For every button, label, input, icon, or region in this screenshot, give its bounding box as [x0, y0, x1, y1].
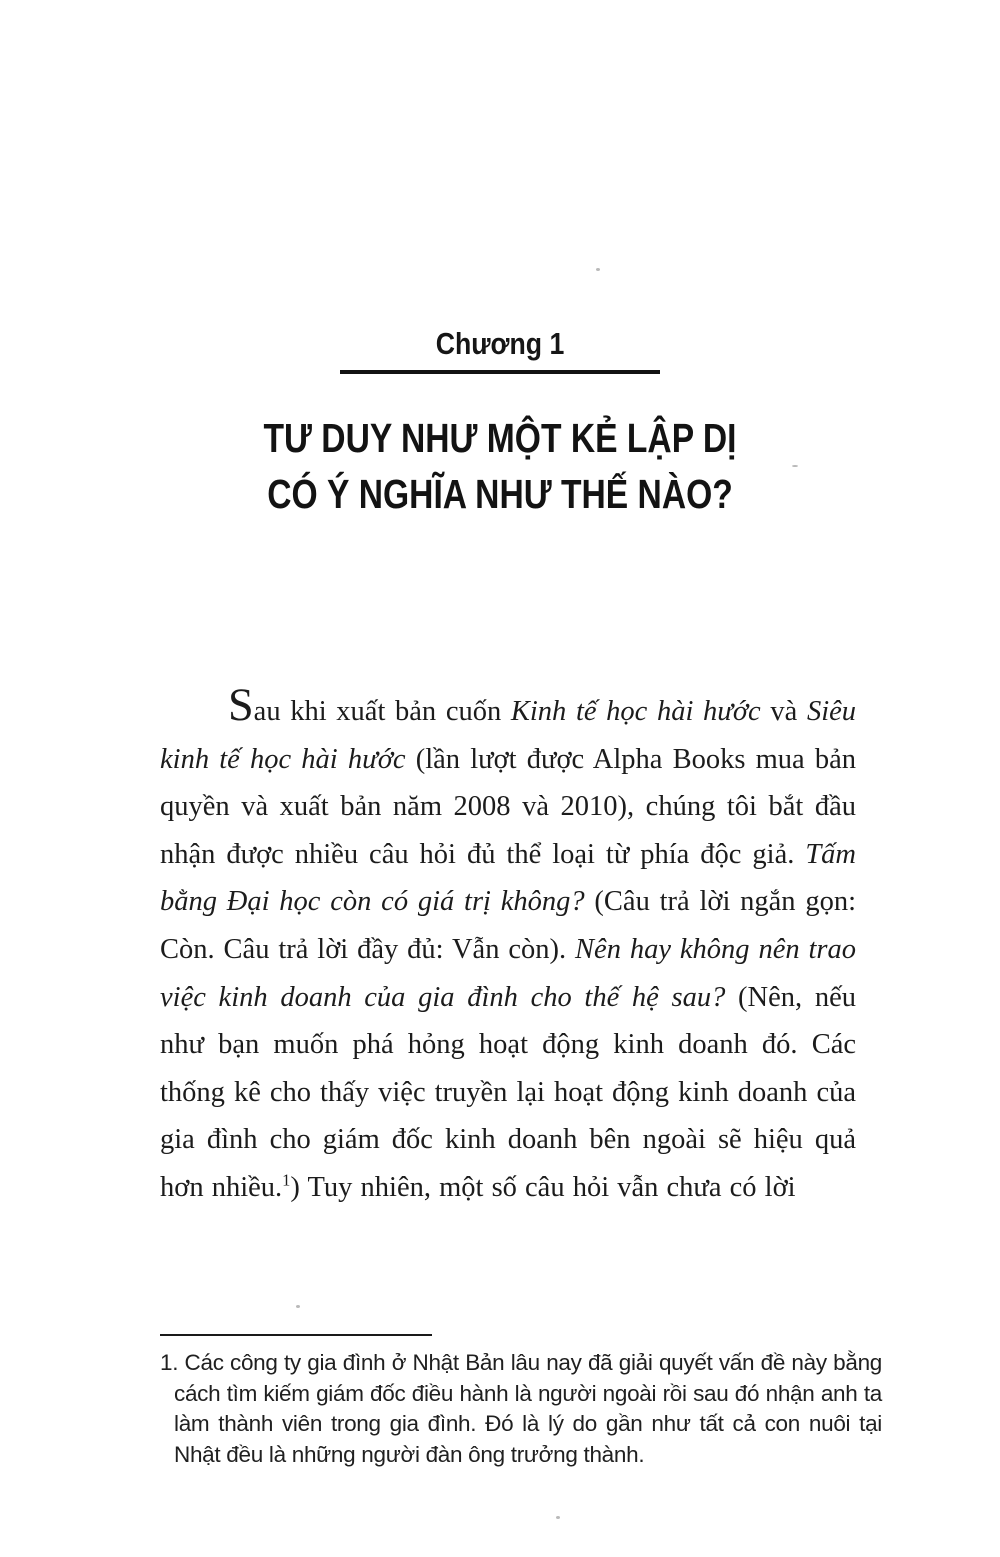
chapter-title-line-2: CÓ Ý NGHĨA NHƯ THẾ NÀO? — [267, 471, 733, 517]
chapter-label: Chương 1 — [435, 326, 565, 361]
scan-speck — [792, 465, 798, 467]
footnote-text: 1. Các công ty gia đình ở Nhật Bản lâu nay đã giải quyết vấn đề này bằng cách tìm kiếm giám đốc điều hành là người ngoài rồi sau đó nhận anh ta làm thành viên trong gia đình. Đó là lý do gần như tất cả con nuôi tại Nhật đều là những người đàn ông trưởng thành. — [160, 1350, 882, 1467]
chapter-title — [0, 410, 1000, 522]
scan-speck — [296, 1305, 300, 1308]
scan-speck — [556, 1516, 560, 1519]
chapter-title-line-1: TƯ DUY NHƯ MỘT KẺ LẬP DỊ — [263, 415, 737, 461]
footnote-divider-rule — [160, 1334, 432, 1336]
chapter-underline-rule — [340, 370, 660, 374]
body-paragraph: Sau khi xuất bản cuốn Kinh tế học hài hước và Siêu kinh tế học hài hước (lần lượt được Alpha Books mua bản quyền và xuất bản năm 2008 và 2010), chúng tôi bắt đầu nhận được nhiều câu hỏi đủ thể loại từ phía độc giả. Tấm bằng Đại học còn có giá trị không? (Câu trả lời ngắn gọn: Còn. Câu trả lời đầy đủ: Vẫn còn). Nên hay không nên trao việc kinh doanh của gia đình cho thế hệ sau? (Nên, nếu như bạn muốn phá hỏng hoạt động kinh doanh đó. Các thống kê cho thấy việc truyền lại hoạt động kinh doanh của gia đình cho giám đốc kinh doanh bên ngoài sẽ hiệu quả hơn nhiều.$^1$) Tuy nhiên, một số câu hỏi vẫn chưa có lời — [160, 679, 857, 1203]
scan-speck — [596, 268, 600, 271]
